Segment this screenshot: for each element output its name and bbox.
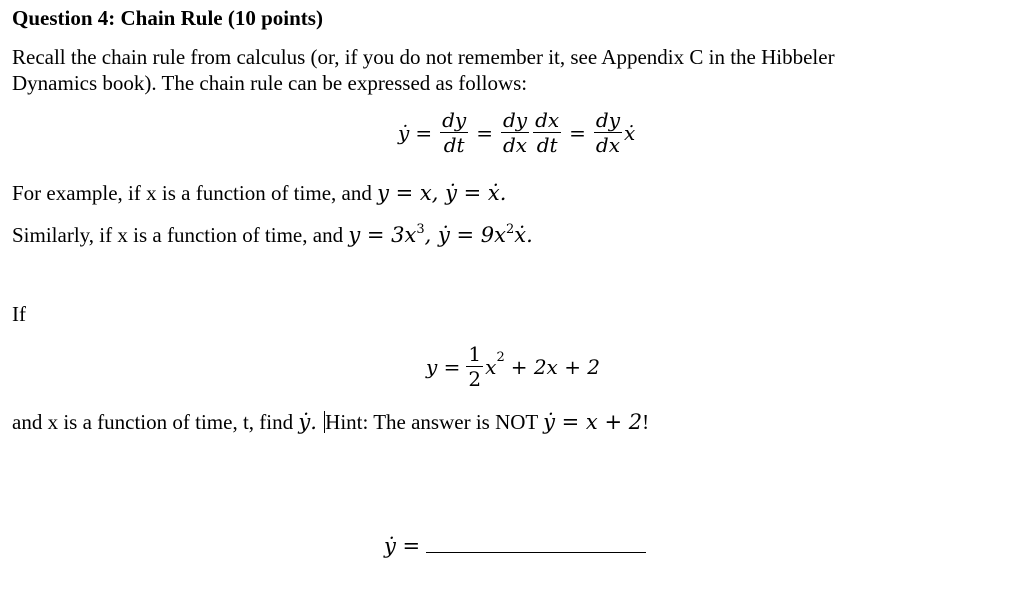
example-2-exponent-a: 3 xyxy=(416,222,425,237)
task-text: and x is a function of time, t, find xyxy=(12,410,299,434)
example-1 xyxy=(12,180,506,206)
numerator: dy xyxy=(442,108,467,132)
given-equation xyxy=(426,342,600,391)
if-label: If xyxy=(12,302,26,326)
intro-line-1: Recall the chain rule from calculus (or, if you do not remember it, see Appendix C in the Hibbeler xyxy=(12,45,835,69)
answer-line xyxy=(384,532,646,559)
example-2-math-a: y = 3x xyxy=(348,223,417,247)
equals-sign: = xyxy=(476,120,493,145)
answer-blank[interactable] xyxy=(426,532,646,553)
answer-label: ẏ = xyxy=(384,534,421,558)
task-math: ẏ. xyxy=(298,410,317,434)
given-exponent: 2 xyxy=(496,350,505,365)
denominator: dt xyxy=(536,133,558,157)
fraction-dy-dt xyxy=(440,108,468,157)
xdot-symbol: ẋ xyxy=(624,120,636,145)
example-1-text: For example, if x is a function of time, and xyxy=(12,181,378,205)
denominator: dx xyxy=(502,133,528,157)
ydot-symbol: ẏ xyxy=(398,120,410,145)
numerator: dx xyxy=(535,108,560,132)
example-2-text: Similarly, if x is a function of time, and xyxy=(12,223,349,247)
example-2-math-c: ẋ. xyxy=(514,223,533,247)
numerator: dy xyxy=(595,108,621,132)
example-1-math: y = x, ẏ = ẋ. xyxy=(377,181,507,205)
given-rest: + 2x + 2 xyxy=(510,354,601,379)
denominator: 2 xyxy=(468,367,482,391)
numerator: 1 xyxy=(468,342,482,366)
fraction-dy-dx xyxy=(501,108,529,157)
hint-math: ẏ = x + 2 xyxy=(543,410,643,434)
intro-paragraph xyxy=(12,44,835,96)
given-lhs: y = xyxy=(426,354,461,379)
example-2-math-b: , ẏ = 9x xyxy=(424,223,506,247)
intro-line-2: Dynamics book). The chain rule can be expressed as follows: xyxy=(12,71,528,95)
equals-sign: = xyxy=(415,120,433,145)
denominator: dt xyxy=(443,133,465,157)
question-title: Question 4: Chain Rule (10 points) xyxy=(12,6,323,30)
hint-end: ! xyxy=(642,410,650,434)
fraction-one-half xyxy=(466,342,483,391)
numerator: dy xyxy=(502,108,528,132)
fraction-dx-dt xyxy=(533,108,561,157)
example-2-exponent-b: 2 xyxy=(506,222,515,237)
given-x: x xyxy=(485,354,497,379)
task-line xyxy=(12,409,649,435)
chain-rule-equation xyxy=(398,108,635,157)
hint-text: Hint: The answer is NOT xyxy=(325,410,544,434)
example-2 xyxy=(12,222,533,252)
fraction-dy-dx-2 xyxy=(594,108,622,157)
denominator: dx xyxy=(595,133,621,157)
equals-sign: = xyxy=(569,120,586,145)
